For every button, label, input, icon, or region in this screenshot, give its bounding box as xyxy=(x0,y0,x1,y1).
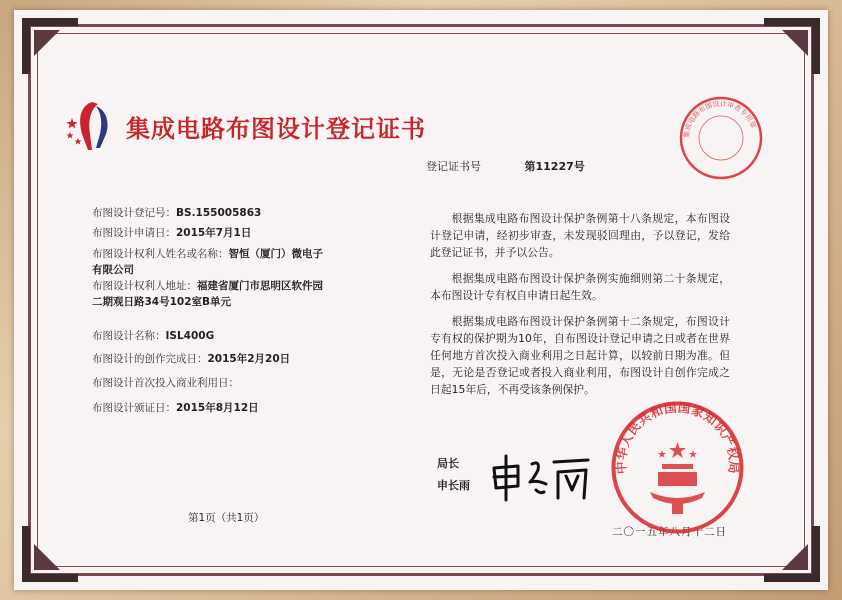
legal-text xyxy=(430,210,730,407)
field-registration-no xyxy=(92,205,261,220)
field-application-date xyxy=(92,225,251,240)
field-owner-address-cont xyxy=(92,294,231,309)
handwritten-signature xyxy=(488,450,598,505)
cert-number-value: 第11227号 xyxy=(524,160,585,173)
review-seal-icon xyxy=(678,95,764,181)
official-seal-icon xyxy=(610,400,745,535)
field-value: 有限公司 xyxy=(92,264,134,276)
seal-text: 集成电路布图设计审查专用章 xyxy=(682,99,758,139)
field-creation-date xyxy=(92,351,290,366)
ip-office-logo-icon xyxy=(62,100,122,152)
svg-text:集成电路布图设计审查专用章 xyxy=(682,99,758,138)
field-design-name xyxy=(92,328,214,343)
page-info: 第1页（共1页） xyxy=(188,512,265,524)
field-commercial-date xyxy=(92,375,239,390)
cert-number-label: 登记证书号 xyxy=(426,160,481,173)
field-value: 2015年7月1日 xyxy=(176,227,252,239)
corner-ornament xyxy=(762,16,822,76)
field-value: ISL400G xyxy=(165,330,215,342)
field-owner-name-cont xyxy=(92,262,134,277)
field-value: 2015年2月20日 xyxy=(207,353,291,365)
field-label: 布图设计权利人地址： xyxy=(92,280,197,292)
legal-paragraph: 根据集成电路布图设计保护条例第十八条规定，本布图设计登记申请，经初步审查，未发现驳回理由，予以登记，发给此登记证书，并予以公告。 xyxy=(430,212,730,259)
legal-paragraph: 根据集成电路布图设计保护条例实施细则第二十条规定，本布图设计专有权自申请日起生效。 xyxy=(430,272,730,302)
issue-date: 二〇一五年八月十二日 xyxy=(612,526,727,538)
field-owner-address xyxy=(92,278,323,293)
field-label: 布图设计申请日： xyxy=(92,227,176,239)
field-value: 智恒（厦门）微电子 xyxy=(228,248,323,260)
field-label: 布图设计名称： xyxy=(92,330,166,342)
field-owner-name xyxy=(92,246,323,261)
legal-paragraph: 根据集成电路布图设计保护条例第十二条规定，布图设计专有权的保护期为10年，自布图设计登记申请之日或者在世界任何地方首次投入商业利用之日起计算，以较前日期为准。但是，无论是否登记或者投入商业利用，布图设计自创作完成之日起15年后，不再受该条例保护。 xyxy=(430,315,730,396)
field-label: 布图设计的创作完成日： xyxy=(92,353,208,365)
field-value: 2015年8月12日 xyxy=(176,402,259,414)
certificate-title: 集成电路布图设计登记证书 xyxy=(126,114,426,143)
signer-name: 申长雨 xyxy=(437,479,470,492)
field-label: 布图设计权利人姓名或名称： xyxy=(92,248,229,260)
field-label: 布图设计登记号： xyxy=(92,207,176,219)
field-label: 布图设计首次投入商业利用日： xyxy=(92,377,239,389)
field-value: 二期观日路34号102室B单元 xyxy=(92,296,232,308)
signer-title: 局长 xyxy=(437,457,459,470)
corner-ornament xyxy=(762,524,822,584)
field-issue-date xyxy=(92,400,259,415)
corner-ornament xyxy=(20,524,80,584)
field-value: 福建省厦门市思明区软件园 xyxy=(197,280,323,292)
field-label: 布图设计颁证日： xyxy=(92,402,176,414)
field-value: BS.155005863 xyxy=(176,207,262,219)
seal-text: 中华人民共和国国家知识产权局 xyxy=(613,400,742,475)
certificate-header xyxy=(62,100,426,152)
svg-text:中华人民共和国国家知识产权局 xyxy=(613,400,742,474)
corner-ornament xyxy=(20,16,80,76)
cert-number xyxy=(426,158,585,174)
